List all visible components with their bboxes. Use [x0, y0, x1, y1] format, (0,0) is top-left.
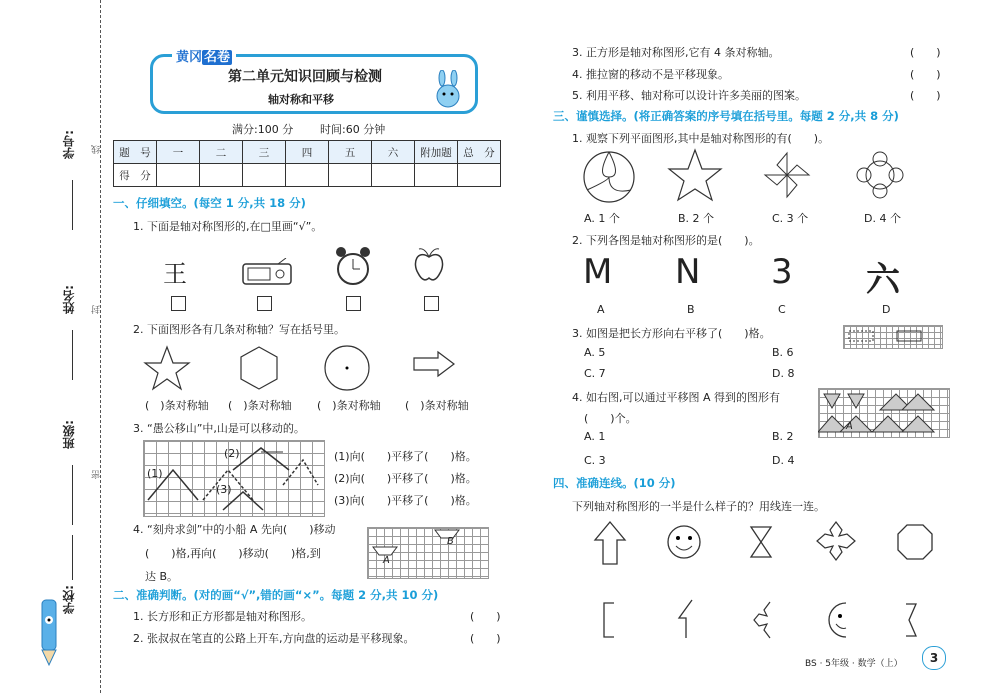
boat-figures — [367, 527, 487, 577]
s1-q4-line3: 达 B。 — [145, 570, 179, 583]
mark-seal: 封 — [92, 305, 102, 314]
section-4-heading: 四、准确连线。(10 分) — [553, 476, 676, 490]
smiley-face-icon — [666, 524, 702, 560]
judge-item: 1. 长方形和正方形都是轴对称图形。 — [133, 610, 312, 623]
mark-line: 线 — [92, 145, 102, 154]
mountain-label: (2) — [224, 447, 240, 460]
half-arrow-icon — [676, 598, 696, 640]
translation-answer-3[interactable]: (3)向( )平移了( )格。 — [334, 494, 477, 507]
s3-q4-line1: 4. 如右图,可以通过平移图 A 得到的图形有 — [572, 391, 781, 404]
digit-3: 3 — [771, 252, 793, 292]
score-cell[interactable] — [415, 164, 458, 187]
section-2-heading: 二、准确判断。(对的画“√”,错的画“×”。每题 2 分,共 10 分) — [113, 588, 439, 602]
s3-q4-option: C. 3 — [584, 454, 606, 467]
star-option-icon — [667, 148, 723, 204]
score-cell[interactable] — [372, 164, 415, 187]
alarm-clock-icon — [333, 245, 373, 287]
judge-item: 3. 正方形是轴对称图形,它有 4 条对称轴。 — [572, 46, 780, 59]
s3-q2-option: A — [597, 303, 605, 316]
judge-answer[interactable]: ( ) — [470, 632, 501, 645]
flower-icon — [855, 150, 905, 200]
s3-q2-option: B — [687, 303, 695, 316]
mark-dense: 密 — [92, 470, 102, 479]
half-bracket-icon — [598, 600, 618, 640]
s3-q1-option: C. 3 个 — [772, 212, 809, 225]
score-cell[interactable] — [243, 164, 286, 187]
name-line — [72, 330, 73, 380]
check-box[interactable] — [424, 296, 439, 311]
circle-shape-icon — [323, 344, 371, 392]
binding-line — [100, 0, 101, 693]
score-cell[interactable] — [200, 164, 243, 187]
char-liu: 六 — [866, 260, 900, 300]
score-cell[interactable] — [329, 164, 372, 187]
s3-q1-option: B. 2 个 — [678, 212, 715, 225]
score-header: 题 号 — [114, 141, 157, 164]
score-row-label: 得 分 — [114, 164, 157, 187]
score-cell[interactable] — [157, 164, 200, 187]
judge-item: 2. 张叔叔在笔直的公路上开车,方向盘的运动是平移现象。 — [133, 632, 415, 645]
score-header: 附加题 — [415, 141, 458, 164]
s3-q2-option: C — [778, 303, 786, 316]
star-shape-icon — [143, 345, 191, 391]
letter-n: N — [675, 252, 701, 292]
rabbit-mascot-icon — [428, 70, 468, 110]
symmetry-axis-blank[interactable]: ( )条对称轴 — [145, 399, 209, 412]
judge-answer[interactable]: ( ) — [910, 46, 941, 59]
label-school: 学校: — [62, 585, 76, 614]
check-box[interactable] — [346, 296, 361, 311]
score-header: 四 — [286, 141, 329, 164]
half-face-icon — [826, 600, 850, 640]
label-student-id: 学号: — [62, 130, 76, 159]
pinwheel-icon — [762, 150, 812, 200]
hexagon-shape-icon — [238, 345, 280, 391]
s3-q4-option: A. 1 — [584, 430, 606, 443]
mountain-label: (1) — [147, 467, 163, 480]
judge-item: 5. 利用平移、轴对称可以设计许多美丽的图案。 — [572, 89, 806, 102]
s3-q1: 1. 观察下列平面图形,其中是轴对称图形的有( )。 — [572, 132, 830, 145]
score-header: 二 — [200, 141, 243, 164]
letter-m: M — [583, 252, 613, 292]
hourglass-icon — [748, 524, 774, 560]
class-line — [72, 465, 73, 525]
label-class: 班级: — [62, 420, 76, 449]
rectangle-figures — [843, 325, 941, 347]
s3-q2-option: D — [882, 303, 891, 316]
translation-answer-2[interactable]: (2)向( )平移了( )格。 — [334, 472, 477, 485]
s3-q1-option: A. 1 个 — [584, 212, 620, 225]
section-1-heading: 一、仔细填空。(每空 1 分,共 18 分) — [113, 196, 306, 210]
check-box[interactable] — [171, 296, 186, 311]
s3-q3-option: B. 6 — [772, 346, 794, 359]
cross-pattern-icon — [815, 520, 857, 562]
translation-answer-1[interactable]: (1)向( )平移了( )格。 — [334, 450, 477, 463]
apple-icon — [412, 245, 446, 285]
s3-q3: 3. 如图是把长方形向右平移了( )格。 — [572, 327, 771, 340]
s3-q2: 2. 下列各图是轴对称图形的是( )。 — [572, 234, 760, 247]
s3-q3-option: C. 7 — [584, 367, 606, 380]
full-score: 满分:100 分 — [232, 123, 294, 136]
s1-q4-line1: 4. “刻舟求剑”中的小船 A 先向( )移动 — [133, 523, 336, 536]
s3-q3-option: D. 8 — [772, 367, 795, 380]
octagon-shape-icon — [895, 522, 935, 562]
footer-text: BS · 5年级 · 数学（上） — [805, 659, 903, 669]
label-name: 姓名: — [62, 285, 76, 314]
three-petal-circle-icon — [582, 150, 636, 204]
boat-b-label: B — [447, 536, 454, 547]
score-header: 五 — [329, 141, 372, 164]
half-hourglass-icon — [903, 602, 919, 638]
check-box[interactable] — [257, 296, 272, 311]
pencil-mascot-icon — [30, 595, 70, 670]
s4-instruction: 下列轴对称图形的一半是什么样子的？用线连一连。 — [572, 500, 825, 513]
s3-q4-option: D. 4 — [772, 454, 795, 467]
page-title: 第二单元知识回顾与检测 — [228, 69, 382, 85]
judge-answer[interactable]: ( ) — [910, 68, 941, 81]
symmetry-axis-blank[interactable]: ( )条对称轴 — [317, 399, 381, 412]
mountain-label: (3) — [216, 483, 232, 496]
s1-q1: 1. 下面是轴对称图形的,在□里画“√”。 — [133, 220, 323, 233]
score-table — [113, 140, 501, 187]
boat-a-label: A — [383, 555, 390, 566]
s1-q2: 2. 下面图形各有几条对称轴？写在括号里。 — [133, 323, 345, 336]
s3-q1-option: D. 4 个 — [864, 212, 901, 225]
score-header: 一 — [157, 141, 200, 164]
wang-character: 王 — [163, 260, 187, 288]
half-cross-icon — [752, 600, 774, 640]
score-header: 六 — [372, 141, 415, 164]
radio-icon — [240, 258, 295, 286]
triangle-figures — [818, 388, 948, 436]
s1-q3: 3. “愚公移山”中,山是可以移动的。 — [133, 422, 305, 435]
arrow-shape-icon — [412, 350, 456, 378]
brand-logo: 黄冈 名卷 — [172, 46, 236, 65]
school-line — [72, 535, 73, 580]
judge-answer[interactable]: ( ) — [470, 610, 501, 623]
s1-q4-line2: ( )格,再向( )移动( )格,到 — [145, 547, 321, 560]
page-subtitle: 轴对称和平移 — [268, 93, 334, 106]
figure-a-label: A — [846, 421, 853, 432]
score-cell[interactable] — [458, 164, 501, 187]
section-3-heading: 三、谨慎选择。(将正确答案的序号填在括号里。每题 2 分,共 8 分) — [553, 109, 899, 123]
page-number: 3 — [922, 646, 946, 670]
time-limit: 时间:60 分钟 — [320, 123, 386, 136]
s3-q4-option: B. 2 — [772, 430, 794, 443]
judge-answer[interactable]: ( ) — [910, 89, 941, 102]
score-header: 总 分 — [458, 141, 501, 164]
score-cell[interactable] — [286, 164, 329, 187]
s3-q4-line2: ( )个。 — [584, 412, 637, 425]
symmetry-axis-blank[interactable]: ( )条对称轴 — [228, 399, 292, 412]
symmetry-axis-blank[interactable]: ( )条对称轴 — [405, 399, 469, 412]
id-line — [72, 180, 73, 230]
judge-item: 4. 推拉窗的移动不是平移现象。 — [572, 68, 729, 81]
up-arrow-shape-icon — [593, 520, 627, 566]
score-header: 三 — [243, 141, 286, 164]
s3-q3-option: A. 5 — [584, 346, 606, 359]
